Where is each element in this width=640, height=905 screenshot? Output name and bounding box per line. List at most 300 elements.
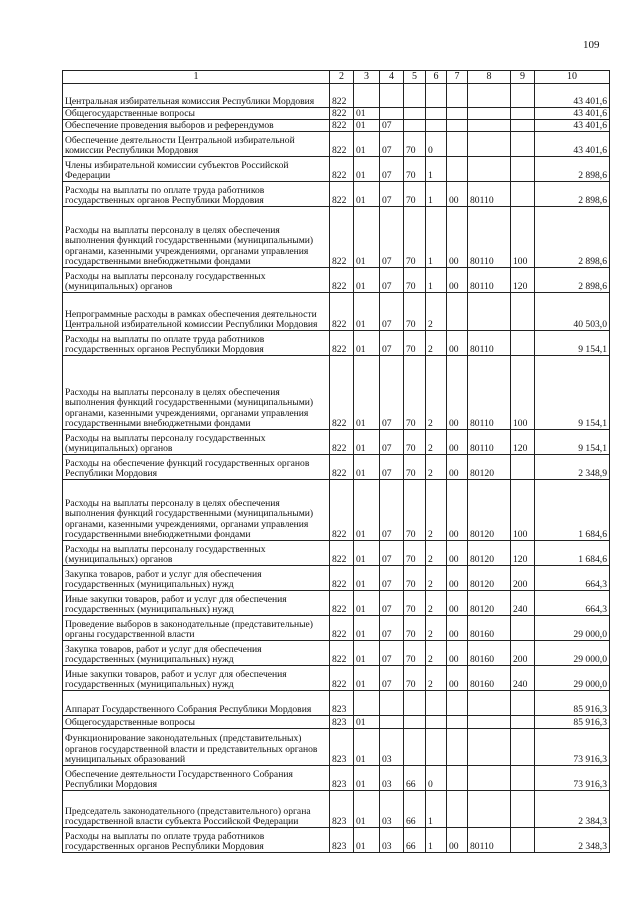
row-code-cell xyxy=(447,691,468,716)
row-code-cell: 01 xyxy=(354,157,380,182)
row-code-cell: 70 xyxy=(404,480,426,541)
row-code-cell: 80110 xyxy=(468,182,511,207)
row-code-cell: 200 xyxy=(511,641,535,666)
column-header-8: 8 xyxy=(468,71,511,84)
row-code-cell xyxy=(511,766,535,791)
row-code-cell: 1 xyxy=(426,157,447,182)
row-code-cell xyxy=(511,293,535,331)
row-code-cell: 01 xyxy=(354,566,380,591)
row-name-cell: Иные закупки товаров, работ и услуг для обеспечения государственных (муниципальных) нужд xyxy=(63,666,330,691)
row-code-cell: 120 xyxy=(511,268,535,293)
row-code-cell: 70 xyxy=(404,207,426,268)
row-code-cell: 70 xyxy=(404,455,426,480)
row-amount-cell: 29 000,0 xyxy=(535,641,610,666)
row-code-cell: 07 xyxy=(380,331,404,356)
row-code-cell: 70 xyxy=(404,666,426,691)
row-name-cell: Расходы на выплаты персоналу государственных (муниципальных) органов xyxy=(63,541,330,566)
row-code-cell: 2 xyxy=(426,566,447,591)
row-code-cell: 2 xyxy=(426,331,447,356)
table-row xyxy=(63,430,610,455)
table-header xyxy=(63,71,610,84)
row-name-cell: Закупка товаров, работ и услуг для обеспечения государственных (муниципальных) нужд xyxy=(63,641,330,666)
row-code-cell: 00 xyxy=(447,641,468,666)
table-row xyxy=(63,84,610,108)
row-code-cell: 70 xyxy=(404,641,426,666)
row-amount-cell: 664,3 xyxy=(535,566,610,591)
row-code-cell: 80120 xyxy=(468,591,511,616)
row-code-cell xyxy=(354,84,380,108)
row-code-cell: 822 xyxy=(330,120,354,132)
row-code-cell: 70 xyxy=(404,541,426,566)
row-code-cell: 01 xyxy=(354,268,380,293)
row-amount-cell: 2 898,6 xyxy=(535,182,610,207)
row-code-cell xyxy=(511,716,535,729)
row-name-cell: Расходы на выплаты персоналу в целях обеспечения выполнения функций государственными (муниципальными) органами, казенными учреждениями, органами управления государственными внебюджетными фондами xyxy=(63,480,330,541)
row-code-cell xyxy=(511,828,535,853)
row-code-cell xyxy=(511,84,535,108)
row-code-cell: 70 xyxy=(404,591,426,616)
row-code-cell: 2 xyxy=(426,480,447,541)
row-amount-cell: 2 384,3 xyxy=(535,791,610,828)
row-code-cell: 1 xyxy=(426,828,447,853)
row-code-cell: 2 xyxy=(426,591,447,616)
row-amount-cell: 29 000,0 xyxy=(535,666,610,691)
row-name-cell: Расходы на выплаты по оплате труда работников государственных органов Республики Мордовия xyxy=(63,182,330,207)
row-code-cell: 80120 xyxy=(468,566,511,591)
row-code-cell: 07 xyxy=(380,566,404,591)
row-name-cell: Члены избирательной комиссии субъектов Российской Федерации xyxy=(63,157,330,182)
row-code-cell: 80110 xyxy=(468,430,511,455)
column-header-6: 6 xyxy=(426,71,447,84)
row-name-cell: Расходы на выплаты по оплате труда работников государственных органов Республики Мордовия xyxy=(63,331,330,356)
row-code-cell: 03 xyxy=(380,791,404,828)
row-name-cell: Центральная избирательная комиссия Республики Мордовия xyxy=(63,84,330,108)
row-code-cell xyxy=(447,157,468,182)
row-code-cell: 823 xyxy=(330,791,354,828)
budget-table xyxy=(62,70,610,853)
row-code-cell xyxy=(511,729,535,766)
row-code-cell: 07 xyxy=(380,641,404,666)
row-code-cell: 01 xyxy=(354,616,380,641)
row-code-cell: 07 xyxy=(380,157,404,182)
table-row xyxy=(63,331,610,356)
row-code-cell: 01 xyxy=(354,641,380,666)
row-code-cell: 100 xyxy=(511,207,535,268)
row-amount-cell: 9 154,1 xyxy=(535,356,610,430)
row-code-cell: 822 xyxy=(330,331,354,356)
row-code-cell xyxy=(380,716,404,729)
row-amount-cell: 9 154,1 xyxy=(535,331,610,356)
table-row xyxy=(63,268,610,293)
row-code-cell xyxy=(426,716,447,729)
row-code-cell: 822 xyxy=(330,108,354,120)
row-code-cell: 00 xyxy=(447,207,468,268)
row-code-cell: 70 xyxy=(404,132,426,157)
row-code-cell: 01 xyxy=(354,182,380,207)
table-row xyxy=(63,729,610,766)
row-name-cell: Закупка товаров, работ и услуг для обеспечения государственных (муниципальных) нужд xyxy=(63,566,330,591)
row-code-cell: 80110 xyxy=(468,356,511,430)
row-code-cell: 07 xyxy=(380,455,404,480)
row-name-cell: Расходы на выплаты по оплате труда работников государственных органов Республики Мордовия xyxy=(63,828,330,853)
row-name-cell: Расходы на выплаты персоналу в целях обеспечения выполнения функций государственными (муниципальными) органами, казенными учреждениями, органами управления государственными внебюджетными фондами xyxy=(63,356,330,430)
row-amount-cell: 2 348,9 xyxy=(535,455,610,480)
row-code-cell: 2 xyxy=(426,541,447,566)
row-code-cell: 1 xyxy=(426,207,447,268)
row-code-cell: 200 xyxy=(511,566,535,591)
row-name-cell: Общегосударственные вопросы xyxy=(63,716,330,729)
row-amount-cell: 2 898,6 xyxy=(535,268,610,293)
row-code-cell: 01 xyxy=(354,480,380,541)
row-code-cell xyxy=(426,84,447,108)
row-amount-cell: 40 503,0 xyxy=(535,293,610,331)
row-code-cell: 00 xyxy=(447,591,468,616)
row-amount-cell: 85 916,3 xyxy=(535,716,610,729)
row-code-cell xyxy=(447,716,468,729)
row-code-cell xyxy=(468,766,511,791)
row-code-cell: 00 xyxy=(447,566,468,591)
row-code-cell: 07 xyxy=(380,268,404,293)
row-amount-cell: 2 898,6 xyxy=(535,157,610,182)
row-code-cell: 00 xyxy=(447,666,468,691)
row-code-cell: 823 xyxy=(330,691,354,716)
row-code-cell: 00 xyxy=(447,616,468,641)
row-code-cell: 07 xyxy=(380,591,404,616)
row-code-cell: 822 xyxy=(330,182,354,207)
table-row xyxy=(63,132,610,157)
row-code-cell: 822 xyxy=(330,157,354,182)
table-row xyxy=(63,716,610,729)
row-code-cell: 822 xyxy=(330,641,354,666)
row-amount-cell: 664,3 xyxy=(535,591,610,616)
row-code-cell: 07 xyxy=(380,666,404,691)
row-code-cell xyxy=(447,84,468,108)
row-amount-cell: 2 898,6 xyxy=(535,207,610,268)
row-code-cell xyxy=(511,616,535,641)
row-amount-cell: 1 684,6 xyxy=(535,480,610,541)
row-code-cell xyxy=(447,293,468,331)
row-code-cell: 1 xyxy=(426,182,447,207)
row-code-cell: 823 xyxy=(330,716,354,729)
column-header-5: 5 xyxy=(404,71,426,84)
row-code-cell: 70 xyxy=(404,182,426,207)
row-code-cell: 2 xyxy=(426,293,447,331)
row-name-cell: Председатель законодательного (представительного) органа государственной власти субъекта Российской Федерации xyxy=(63,791,330,828)
row-code-cell xyxy=(380,691,404,716)
row-code-cell xyxy=(404,108,426,120)
row-code-cell: 80110 xyxy=(468,207,511,268)
row-code-cell xyxy=(426,729,447,766)
row-code-cell: 01 xyxy=(354,293,380,331)
table-row xyxy=(63,541,610,566)
row-code-cell xyxy=(447,108,468,120)
row-code-cell: 00 xyxy=(447,182,468,207)
row-code-cell xyxy=(511,157,535,182)
row-code-cell: 66 xyxy=(404,766,426,791)
row-code-cell: 822 xyxy=(330,480,354,541)
row-code-cell: 01 xyxy=(354,729,380,766)
row-name-cell: Проведение выборов в законодательные (представительные) органы государственной власти xyxy=(63,616,330,641)
row-code-cell: 822 xyxy=(330,666,354,691)
row-code-cell: 01 xyxy=(354,541,380,566)
row-code-cell: 823 xyxy=(330,729,354,766)
row-code-cell xyxy=(380,108,404,120)
row-code-cell xyxy=(468,157,511,182)
table-row xyxy=(63,616,610,641)
row-code-cell: 822 xyxy=(330,84,354,108)
row-code-cell xyxy=(447,729,468,766)
row-code-cell: 70 xyxy=(404,331,426,356)
row-amount-cell: 73 916,3 xyxy=(535,729,610,766)
row-name-cell: Расходы на обеспечение функций государственных органов Республики Мордовия xyxy=(63,455,330,480)
row-code-cell xyxy=(404,691,426,716)
table-row xyxy=(63,480,610,541)
row-code-cell xyxy=(447,120,468,132)
row-code-cell: 240 xyxy=(511,591,535,616)
row-code-cell: 01 xyxy=(354,356,380,430)
row-code-cell: 2 xyxy=(426,666,447,691)
row-code-cell xyxy=(511,791,535,828)
row-code-cell xyxy=(511,120,535,132)
row-code-cell: 01 xyxy=(354,108,380,120)
row-code-cell: 1 xyxy=(426,268,447,293)
row-name-cell: Обеспечение деятельности Государственного Собрания Республики Мордовия xyxy=(63,766,330,791)
row-code-cell: 822 xyxy=(330,566,354,591)
row-code-cell xyxy=(511,108,535,120)
row-code-cell: 822 xyxy=(330,430,354,455)
table-row xyxy=(63,157,610,182)
row-code-cell: 80160 xyxy=(468,641,511,666)
row-code-cell: 01 xyxy=(354,766,380,791)
row-code-cell: 00 xyxy=(447,455,468,480)
row-code-cell: 822 xyxy=(330,268,354,293)
row-amount-cell: 2 348,3 xyxy=(535,828,610,853)
row-code-cell: 07 xyxy=(380,430,404,455)
row-code-cell: 0 xyxy=(426,132,447,157)
row-code-cell: 01 xyxy=(354,666,380,691)
row-code-cell: 66 xyxy=(404,791,426,828)
row-code-cell: 03 xyxy=(380,828,404,853)
column-header-7: 7 xyxy=(447,71,468,84)
row-code-cell: 240 xyxy=(511,666,535,691)
row-code-cell: 822 xyxy=(330,591,354,616)
table-row xyxy=(63,120,610,132)
row-code-cell: 01 xyxy=(354,591,380,616)
row-code-cell xyxy=(511,182,535,207)
row-code-cell xyxy=(447,791,468,828)
column-header-4: 4 xyxy=(380,71,404,84)
row-code-cell: 80160 xyxy=(468,616,511,641)
row-code-cell: 70 xyxy=(404,566,426,591)
row-code-cell: 70 xyxy=(404,268,426,293)
row-name-cell: Расходы на выплаты персоналу в целях обеспечения выполнения функций государственными (муниципальными) органами, казенными учреждениями, органами управления государственными внебюджетными фондами xyxy=(63,207,330,268)
row-amount-cell: 43 401,6 xyxy=(535,108,610,120)
table-row xyxy=(63,566,610,591)
row-code-cell: 01 xyxy=(354,716,380,729)
row-code-cell: 07 xyxy=(380,293,404,331)
table-row xyxy=(63,828,610,853)
row-code-cell xyxy=(468,120,511,132)
row-code-cell xyxy=(354,691,380,716)
row-amount-cell: 43 401,6 xyxy=(535,120,610,132)
row-amount-cell: 29 000,0 xyxy=(535,616,610,641)
table-row xyxy=(63,293,610,331)
row-code-cell xyxy=(468,132,511,157)
row-name-cell: Расходы на выплаты персоналу государственных (муниципальных) органов xyxy=(63,430,330,455)
row-name-cell: Расходы на выплаты персоналу государственных (муниципальных) органов xyxy=(63,268,330,293)
row-code-cell xyxy=(468,729,511,766)
row-code-cell: 120 xyxy=(511,541,535,566)
column-header-1: 1 xyxy=(63,71,330,84)
row-code-cell: 01 xyxy=(354,331,380,356)
row-code-cell: 2 xyxy=(426,641,447,666)
row-code-cell: 01 xyxy=(354,132,380,157)
row-code-cell: 70 xyxy=(404,430,426,455)
row-code-cell: 822 xyxy=(330,132,354,157)
row-name-cell: Аппарат Государственного Собрания Республики Мордовия xyxy=(63,691,330,716)
row-code-cell xyxy=(468,691,511,716)
row-code-cell: 120 xyxy=(511,430,535,455)
row-code-cell: 07 xyxy=(380,120,404,132)
column-header-3: 3 xyxy=(354,71,380,84)
row-code-cell: 00 xyxy=(447,480,468,541)
row-code-cell xyxy=(511,132,535,157)
row-code-cell xyxy=(426,691,447,716)
row-code-cell xyxy=(468,293,511,331)
table-row xyxy=(63,766,610,791)
row-amount-cell: 1 684,6 xyxy=(535,541,610,566)
row-code-cell: 00 xyxy=(447,331,468,356)
row-code-cell: 00 xyxy=(447,828,468,853)
row-code-cell: 822 xyxy=(330,455,354,480)
row-code-cell xyxy=(511,331,535,356)
row-code-cell: 80110 xyxy=(468,331,511,356)
row-code-cell: 01 xyxy=(354,120,380,132)
row-code-cell: 0 xyxy=(426,766,447,791)
row-code-cell xyxy=(404,120,426,132)
row-code-cell: 80120 xyxy=(468,541,511,566)
row-code-cell: 70 xyxy=(404,293,426,331)
row-name-cell: Иные закупки товаров, работ и услуг для обеспечения государственных (муниципальных) нужд xyxy=(63,591,330,616)
row-name-cell: Функционирование законодательных (представительных) органов государственной власти и представительных органов муниципальных образований xyxy=(63,729,330,766)
row-code-cell: 80120 xyxy=(468,455,511,480)
row-code-cell: 80160 xyxy=(468,666,511,691)
table-row xyxy=(63,691,610,716)
column-header-10: 10 xyxy=(535,71,610,84)
row-code-cell xyxy=(404,716,426,729)
row-code-cell: 822 xyxy=(330,616,354,641)
column-header-9: 9 xyxy=(511,71,535,84)
row-code-cell xyxy=(426,120,447,132)
row-code-cell: 80120 xyxy=(468,480,511,541)
row-code-cell xyxy=(404,84,426,108)
row-code-cell xyxy=(404,729,426,766)
row-amount-cell: 73 916,3 xyxy=(535,766,610,791)
table-row xyxy=(63,666,610,691)
row-name-cell: Обеспечение деятельности Центральной избирательной комиссии Республики Мордовия xyxy=(63,132,330,157)
row-amount-cell: 9 154,1 xyxy=(535,430,610,455)
row-code-cell xyxy=(468,108,511,120)
row-code-cell: 1 xyxy=(426,791,447,828)
row-code-cell xyxy=(380,84,404,108)
row-code-cell xyxy=(511,455,535,480)
row-code-cell: 2 xyxy=(426,455,447,480)
table-row xyxy=(63,108,610,120)
row-code-cell: 00 xyxy=(447,430,468,455)
row-code-cell xyxy=(468,791,511,828)
row-code-cell: 70 xyxy=(404,616,426,641)
table-row xyxy=(63,207,610,268)
row-code-cell: 00 xyxy=(447,356,468,430)
row-code-cell: 2 xyxy=(426,616,447,641)
row-code-cell: 07 xyxy=(380,132,404,157)
row-code-cell: 07 xyxy=(380,182,404,207)
row-code-cell: 07 xyxy=(380,480,404,541)
row-code-cell: 822 xyxy=(330,541,354,566)
row-code-cell: 01 xyxy=(354,207,380,268)
column-header-2: 2 xyxy=(330,71,354,84)
row-code-cell: 07 xyxy=(380,207,404,268)
row-code-cell: 03 xyxy=(380,729,404,766)
row-code-cell: 822 xyxy=(330,356,354,430)
row-code-cell: 00 xyxy=(447,541,468,566)
row-code-cell: 100 xyxy=(511,356,535,430)
table-row xyxy=(63,182,610,207)
row-name-cell: Обеспечение проведения выборов и референдумов xyxy=(63,120,330,132)
table-body xyxy=(63,84,610,853)
row-code-cell: 03 xyxy=(380,766,404,791)
row-code-cell: 823 xyxy=(330,828,354,853)
row-code-cell xyxy=(447,132,468,157)
row-code-cell xyxy=(468,84,511,108)
row-code-cell: 01 xyxy=(354,828,380,853)
row-code-cell: 2 xyxy=(426,356,447,430)
row-code-cell: 822 xyxy=(330,293,354,331)
row-code-cell: 07 xyxy=(380,356,404,430)
row-code-cell: 00 xyxy=(447,268,468,293)
table-row xyxy=(63,641,610,666)
row-code-cell: 823 xyxy=(330,766,354,791)
row-code-cell: 70 xyxy=(404,356,426,430)
page-number: 109 xyxy=(583,39,600,51)
row-code-cell: 80110 xyxy=(468,268,511,293)
row-code-cell: 01 xyxy=(354,791,380,828)
row-code-cell: 66 xyxy=(404,828,426,853)
row-code-cell xyxy=(468,716,511,729)
table-row xyxy=(63,455,610,480)
row-code-cell: 822 xyxy=(330,207,354,268)
row-code-cell xyxy=(447,766,468,791)
row-amount-cell: 85 916,3 xyxy=(535,691,610,716)
table-row xyxy=(63,791,610,828)
row-code-cell: 01 xyxy=(354,430,380,455)
row-name-cell: Непрограммные расходы в рамках обеспечения деятельности Центральной избирательной комиссии Республики Мордовия xyxy=(63,293,330,331)
row-code-cell: 100 xyxy=(511,480,535,541)
table-row xyxy=(63,591,610,616)
row-amount-cell: 43 401,6 xyxy=(535,84,610,108)
row-code-cell: 07 xyxy=(380,541,404,566)
table-row xyxy=(63,356,610,430)
row-code-cell: 2 xyxy=(426,430,447,455)
row-code-cell: 80110 xyxy=(468,828,511,853)
row-code-cell xyxy=(426,108,447,120)
row-code-cell: 70 xyxy=(404,157,426,182)
row-code-cell: 07 xyxy=(380,616,404,641)
row-amount-cell: 43 401,6 xyxy=(535,132,610,157)
row-code-cell xyxy=(511,691,535,716)
row-name-cell: Общегосударственные вопросы xyxy=(63,108,330,120)
row-code-cell: 01 xyxy=(354,455,380,480)
